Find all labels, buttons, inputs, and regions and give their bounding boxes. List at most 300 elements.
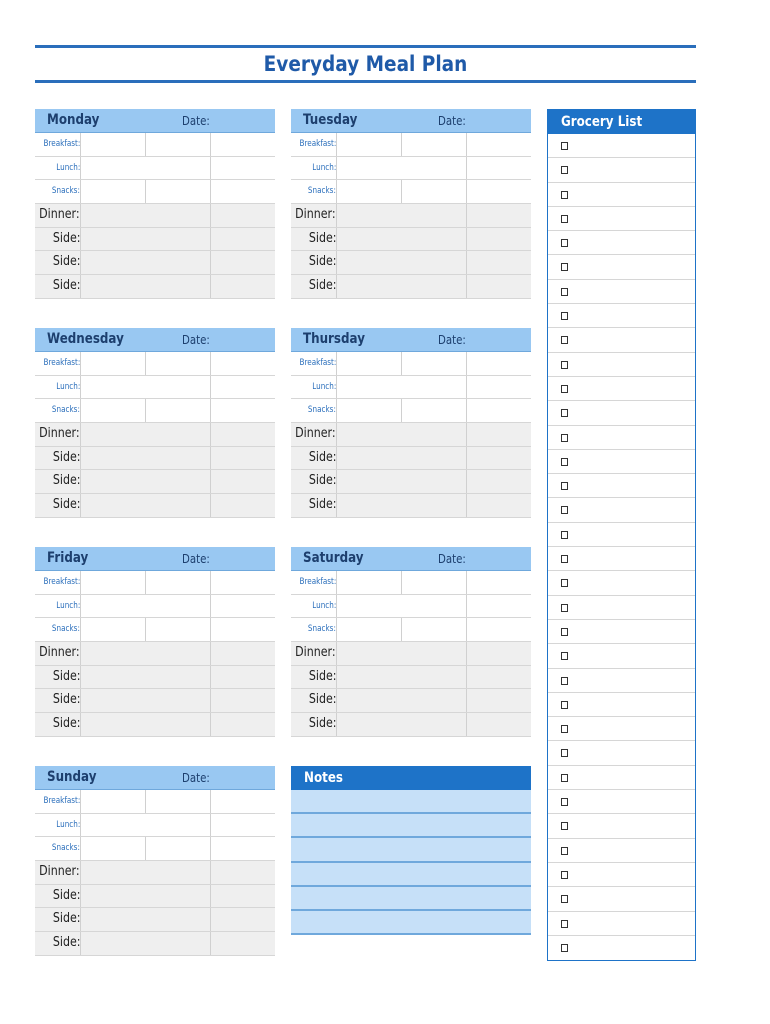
grocery-item[interactable] [548,814,695,838]
checkbox-icon[interactable] [561,336,568,344]
cell-divider [80,423,81,446]
cell-divider [80,275,81,298]
meal-row-breakfast[interactable] [291,571,531,595]
breakfast-label: Breakfast: [43,358,80,368]
day-card-monday [35,109,275,299]
lunch-label: Lunch: [55,600,80,611]
cell-divider [210,571,211,594]
dinner-label: Dinner: [39,207,80,223]
checkbox-icon[interactable] [561,312,568,320]
meal-row-side[interactable] [291,689,531,713]
meal-row-side[interactable] [35,932,275,956]
page-title: Everyday Meal Plan [263,52,468,76]
day-card-friday [35,547,275,737]
checkbox-icon[interactable] [561,725,568,733]
dinner-label: Dinner: [295,426,336,442]
lunch-label: Lunch: [311,162,336,173]
cell-divider [336,470,337,493]
notes-panel [291,766,531,935]
cell-divider [466,494,467,517]
grocery-item[interactable] [548,158,695,182]
snacks-label: Snacks: [308,186,336,197]
checkbox-icon[interactable] [561,847,568,855]
cell-divider [466,666,467,689]
side-label: Side: [308,716,336,732]
cell-divider [210,376,211,399]
meal-row-dinner[interactable] [291,204,531,228]
side-label: Side: [308,668,336,684]
meal-row-snacks[interactable] [291,180,531,204]
cell-divider [210,595,211,618]
cell-divider [210,666,211,689]
cell-divider [466,180,467,203]
checkbox-icon[interactable] [561,944,568,952]
cell-divider [80,908,81,931]
meal-row-breakfast[interactable] [291,133,531,157]
checkbox-icon[interactable] [561,288,568,296]
cell-divider [336,642,337,665]
meal-row-side[interactable] [291,275,531,299]
grocery-item[interactable] [548,450,695,474]
side-label: Side: [308,230,336,246]
checkbox-icon[interactable] [561,531,568,539]
breakfast-label: Breakfast: [43,796,80,806]
cell-divider [80,814,81,837]
lunch-label: Lunch: [311,600,336,611]
checkbox-icon[interactable] [561,822,568,830]
grocery-item[interactable] [548,766,695,790]
cell-divider [80,228,81,251]
meal-row-lunch[interactable] [291,157,531,181]
day-card-tuesday [291,109,531,299]
grocery-item[interactable] [548,717,695,741]
cell-divider [401,399,402,422]
cell-divider [336,228,337,251]
date-label: Date: [182,552,210,566]
cell-divider [466,642,467,665]
meal-row-lunch[interactable] [35,814,275,838]
day-header [291,328,531,352]
meal-row-snacks[interactable] [291,399,531,423]
snacks-label: Snacks: [308,624,336,635]
cell-divider [80,595,81,618]
cell-divider [336,133,337,156]
meal-row-snacks[interactable] [35,837,275,861]
cell-divider [80,885,81,908]
cell-divider [80,861,81,884]
meal-row-side[interactable] [35,275,275,299]
meal-row-side[interactable] [291,447,531,471]
day-name: Tuesday [303,112,358,128]
day-name: Friday [47,550,89,566]
checkbox-icon[interactable] [561,677,568,685]
cell-divider [336,447,337,470]
cell-divider [466,228,467,251]
meal-row-side[interactable] [291,494,531,518]
meal-row-lunch[interactable] [35,376,275,400]
checkbox-icon[interactable] [561,142,568,150]
side-label: Side: [52,668,80,684]
side-label: Side: [52,935,80,951]
dinner-label: Dinner: [39,864,80,880]
cell-divider [210,885,211,908]
day-name: Saturday [303,550,364,566]
meal-row-dinner[interactable] [35,204,275,228]
lunch-label: Lunch: [55,162,80,173]
grocery-list-panel [547,109,696,961]
breakfast-label: Breakfast: [299,139,336,149]
notes-line[interactable] [291,814,531,838]
cell-divider [210,908,211,931]
checkbox-icon[interactable] [561,920,568,928]
checkbox-icon[interactable] [561,434,568,442]
grocery-item[interactable] [548,183,695,207]
cell-divider [145,352,146,375]
cell-divider [80,837,81,860]
grocery-item[interactable] [548,401,695,425]
side-label: Side: [52,911,80,927]
meal-row-side[interactable] [35,228,275,252]
grocery-item[interactable] [548,547,695,571]
cell-divider [210,932,211,955]
top-rule [35,45,696,48]
notes-line[interactable] [291,911,531,935]
meal-row-side[interactable] [35,494,275,518]
side-label: Side: [308,449,336,465]
lunch-label: Lunch: [55,381,80,392]
day-name: Monday [47,112,100,128]
cell-divider [210,157,211,180]
cell-divider [210,204,211,227]
checkbox-icon[interactable] [561,701,568,709]
checkbox-icon[interactable] [561,166,568,174]
cell-divider [466,204,467,227]
grocery-item[interactable] [548,304,695,328]
cell-divider [336,689,337,712]
meal-row-snacks[interactable] [291,618,531,642]
checkbox-icon[interactable] [561,749,568,757]
cell-divider [210,642,211,665]
grocery-item[interactable] [548,377,695,401]
side-label: Side: [52,230,80,246]
checkbox-icon[interactable] [561,579,568,587]
checkbox-icon[interactable] [561,652,568,660]
meal-row-side[interactable] [291,713,531,737]
meal-row-breakfast[interactable] [35,352,275,376]
snacks-label: Snacks: [52,186,80,197]
day-header [291,109,531,133]
notes-lines [291,790,531,935]
grocery-item[interactable] [548,596,695,620]
cell-divider [466,470,467,493]
cell-divider [145,837,146,860]
cell-divider [336,595,337,618]
day-card-saturday [291,547,531,737]
grocery-item[interactable] [548,669,695,693]
cell-divider [336,157,337,180]
cell-divider [210,494,211,517]
meal-row-side[interactable] [35,447,275,471]
cell-divider [210,861,211,884]
meal-row-side[interactable] [35,885,275,909]
meal-row-side[interactable] [35,251,275,275]
cell-divider [336,275,337,298]
cell-divider [145,790,146,813]
breakfast-label: Breakfast: [299,358,336,368]
title-underline [35,80,696,83]
notes-header [291,766,531,790]
lunch-label: Lunch: [55,819,80,830]
grocery-item[interactable] [548,328,695,352]
date-label: Date: [438,552,466,566]
meal-row-breakfast[interactable] [35,790,275,814]
grocery-item[interactable] [548,523,695,547]
cell-divider [145,399,146,422]
cell-divider [401,571,402,594]
grocery-item[interactable] [548,231,695,255]
lunch-label: Lunch: [311,381,336,392]
meal-row-side[interactable] [291,251,531,275]
checkbox-icon[interactable] [561,506,568,514]
notes-line[interactable] [291,863,531,887]
checkbox-icon[interactable] [561,482,568,490]
grocery-item[interactable] [548,693,695,717]
meal-row-lunch[interactable] [291,376,531,400]
cell-divider [210,228,211,251]
checkbox-icon[interactable] [561,191,568,199]
cell-divider [210,352,211,375]
cell-divider [80,790,81,813]
cell-divider [466,713,467,736]
grocery-items [548,134,695,960]
cell-divider [336,618,337,641]
checkbox-icon[interactable] [561,895,568,903]
meal-row-dinner[interactable] [291,423,531,447]
date-label: Date: [438,114,466,128]
checkbox-icon[interactable] [561,604,568,612]
cell-divider [80,180,81,203]
meal-row-snacks[interactable] [35,618,275,642]
cell-divider [210,837,211,860]
cell-divider [466,251,467,274]
cell-divider [336,204,337,227]
meal-row-side[interactable] [291,666,531,690]
grocery-list-header [548,110,695,134]
date-label: Date: [182,771,210,785]
grocery-item[interactable] [548,571,695,595]
side-label: Side: [308,278,336,294]
side-label: Side: [52,254,80,270]
grocery-item[interactable] [548,863,695,887]
grocery-item[interactable] [548,353,695,377]
cell-divider [210,399,211,422]
snacks-label: Snacks: [308,405,336,416]
grocery-list-title: Grocery List [561,114,643,130]
cell-divider [80,470,81,493]
cell-divider [336,352,337,375]
cell-divider [80,571,81,594]
grocery-item[interactable] [548,887,695,911]
cell-divider [210,423,211,446]
cell-divider [336,376,337,399]
day-header [35,547,275,571]
date-label: Date: [438,333,466,347]
cell-divider [466,275,467,298]
day-name: Sunday [47,769,97,785]
grocery-item[interactable] [548,741,695,765]
cell-divider [80,666,81,689]
checkbox-icon[interactable] [561,361,568,369]
cell-divider [210,251,211,274]
cell-divider [466,595,467,618]
cell-divider [210,275,211,298]
side-label: Side: [308,497,336,513]
cell-divider [336,666,337,689]
cell-divider [210,133,211,156]
cell-divider [210,618,211,641]
notes-line[interactable] [291,887,531,911]
dinner-label: Dinner: [295,207,336,223]
cell-divider [80,251,81,274]
checkbox-icon[interactable] [561,215,568,223]
checkbox-icon[interactable] [561,458,568,466]
cell-divider [210,180,211,203]
cell-divider [401,352,402,375]
side-label: Side: [52,449,80,465]
cell-divider [336,399,337,422]
meal-row-lunch[interactable] [291,595,531,619]
cell-divider [210,713,211,736]
checkbox-icon[interactable] [561,871,568,879]
day-card-thursday [291,328,531,518]
cell-divider [466,352,467,375]
breakfast-label: Breakfast: [299,577,336,587]
snacks-label: Snacks: [52,405,80,416]
cell-divider [401,133,402,156]
grocery-item[interactable] [548,498,695,522]
cell-divider [145,133,146,156]
side-label: Side: [308,473,336,489]
checkbox-icon[interactable] [561,798,568,806]
grocery-item[interactable] [548,474,695,498]
cell-divider [466,423,467,446]
cell-divider [401,180,402,203]
cell-divider [145,180,146,203]
notes-line[interactable] [291,838,531,862]
cell-divider [401,618,402,641]
grocery-item[interactable] [548,936,695,960]
cell-divider [466,618,467,641]
checkbox-icon[interactable] [561,628,568,636]
grocery-item[interactable] [548,134,695,158]
meal-row-side[interactable] [35,713,275,737]
snacks-label: Snacks: [52,843,80,854]
meal-row-side[interactable] [291,470,531,494]
cell-divider [466,157,467,180]
checkbox-icon[interactable] [561,555,568,563]
meal-row-side[interactable] [35,470,275,494]
meal-row-snacks[interactable] [35,180,275,204]
meal-row-breakfast[interactable] [35,571,275,595]
meal-row-snacks[interactable] [35,399,275,423]
grocery-item[interactable] [548,790,695,814]
meal-row-dinner[interactable] [35,861,275,885]
breakfast-label: Breakfast: [43,139,80,149]
cell-divider [466,376,467,399]
side-label: Side: [52,278,80,294]
meal-row-breakfast[interactable] [35,133,275,157]
day-header [291,547,531,571]
grocery-item[interactable] [548,280,695,304]
meal-row-lunch[interactable] [35,595,275,619]
day-header [35,328,275,352]
cell-divider [80,157,81,180]
cell-divider [80,689,81,712]
dinner-label: Dinner: [39,426,80,442]
cell-divider [80,133,81,156]
meal-row-dinner[interactable] [291,642,531,666]
side-label: Side: [308,692,336,708]
date-label: Date: [182,114,210,128]
day-header [35,109,275,133]
side-label: Side: [52,716,80,732]
date-label: Date: [182,333,210,347]
grocery-item[interactable] [548,620,695,644]
meal-row-dinner[interactable] [35,423,275,447]
grocery-item[interactable] [548,207,695,231]
cell-divider [80,447,81,470]
day-card-wednesday [35,328,275,518]
grocery-item[interactable] [548,912,695,936]
side-label: Side: [308,254,336,270]
grocery-item[interactable] [548,644,695,668]
cell-divider [145,618,146,641]
grocery-item[interactable] [548,255,695,279]
meal-row-breakfast[interactable] [291,352,531,376]
cell-divider [210,689,211,712]
checkbox-icon[interactable] [561,239,568,247]
cell-divider [80,399,81,422]
meal-row-side[interactable] [35,689,275,713]
meal-row-side[interactable] [291,228,531,252]
cell-divider [336,571,337,594]
cell-divider [466,689,467,712]
cell-divider [466,571,467,594]
cell-divider [80,494,81,517]
cell-divider [210,447,211,470]
meal-row-side[interactable] [35,908,275,932]
cell-divider [336,180,337,203]
day-card-sunday [35,766,275,956]
checkbox-icon[interactable] [561,409,568,417]
cell-divider [210,814,211,837]
meal-row-lunch[interactable] [35,157,275,181]
notes-line[interactable] [291,790,531,814]
meal-row-side[interactable] [35,666,275,690]
checkbox-icon[interactable] [561,774,568,782]
side-label: Side: [52,887,80,903]
cell-divider [336,251,337,274]
checkbox-icon[interactable] [561,263,568,271]
cell-divider [80,618,81,641]
grocery-item[interactable] [548,426,695,450]
dinner-label: Dinner: [295,645,336,661]
cell-divider [80,204,81,227]
grocery-item[interactable] [548,839,695,863]
meal-row-dinner[interactable] [35,642,275,666]
breakfast-label: Breakfast: [43,577,80,587]
checkbox-icon[interactable] [561,385,568,393]
